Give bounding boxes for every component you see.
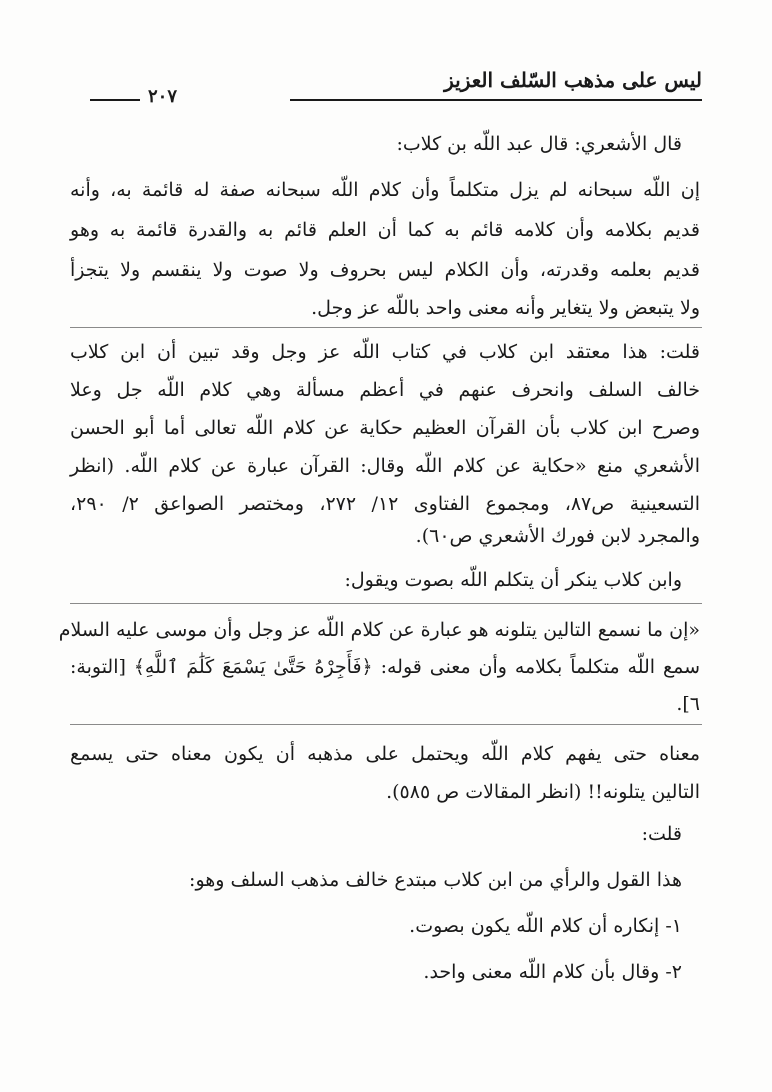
section-divider	[70, 327, 702, 328]
quote-intro: قال الأشعري: قال عبد اللّه بن كلاب:	[396, 133, 682, 155]
header-rule	[290, 99, 702, 101]
page-number: ٢٠٧	[148, 86, 178, 107]
text-line: قديم بعلمه وقدرته، وأن الكلام ليس بحروف ولا صوت ولا ينقسم ولا يتجزأ	[70, 259, 700, 281]
running-header-title: ليس على مذهب السّلف العزيز	[444, 68, 702, 92]
list-item: ٢- وقال بأن كلام اللّه معنى واحد.	[423, 961, 682, 983]
list-item: ١- إنكاره أن كلام اللّه يكون بصوت.	[409, 915, 682, 937]
text-line: وصرح ابن كلاب بأن القرآن العظيم حكاية عن كلام اللّه تعالى أما أبو الحسن	[70, 417, 700, 439]
text-line: سمع اللّه متكلماً بكلامه وأن معنى قوله: ﴿فَأَجِرْهُ حَتَّىٰ يَسْمَعَ كَلَٰمَ ٱللَّهِ﴾ [التوبة:	[70, 656, 700, 678]
text-line: ولا يتبعض ولا يتغاير وأنه معنى واحد باللّه عز وجل.	[311, 297, 700, 319]
statement-line: هذا القول والرأي من ابن كلاب مبتدع خالف مذهب السلف وهو:	[189, 869, 682, 891]
qult-label: قلت:	[641, 823, 682, 845]
text-line: «إن ما نسمع التالين يتلونه هو عبارة عن كلام اللّه عز وجل وأن موسى عليه السلام	[58, 619, 700, 641]
section-divider	[70, 603, 702, 604]
text-line: الأشعري منع «حكاية عن كلام اللّه وقال: القرآن عبارة عن كلام اللّه. (انظر	[70, 455, 700, 477]
text-line: إن اللّه سبحانه لم يزل متكلماً وأن كلام اللّه سبحانه صفة له قائمة به، وأنه	[70, 179, 700, 201]
text-line: قلت: هذا معتقد ابن كلاب في كتاب اللّه عز وجل وقد تبين أن ابن كلاب	[70, 341, 700, 363]
section-divider	[70, 724, 702, 725]
text-line: ٦].	[676, 693, 700, 715]
text-line: معناه حتى يفهم كلام اللّه ويحتمل على مذهبه أن يكون معناه حتى يسمع	[70, 743, 700, 765]
text-line: خالف السلف وانحرف عنهم في أعظم مسألة وهي كلام اللّه جل وعلا	[70, 379, 700, 401]
text-line: التسعينية ص٨٧، ومجموع الفتاوى ١٢/ ٢٧٢، ومختصر الصواعق ٢/ ٢٩٠،	[70, 493, 700, 515]
text-line: قديم بكلامه وأن كلامه قائم به كما أن العلم قائم به والقدرة قائمة به وهو	[70, 219, 700, 241]
text-line: التالين يتلونه!! (انظر المقالات ص ٥٨٥).	[386, 781, 700, 803]
page-number-rule	[90, 99, 140, 101]
text-line: والمجرد لابن فورك الأشعري ص٦٠).	[415, 525, 700, 547]
quote-intro: وابن كلاب ينكر أن يتكلم اللّه بصوت ويقول:	[344, 569, 682, 591]
